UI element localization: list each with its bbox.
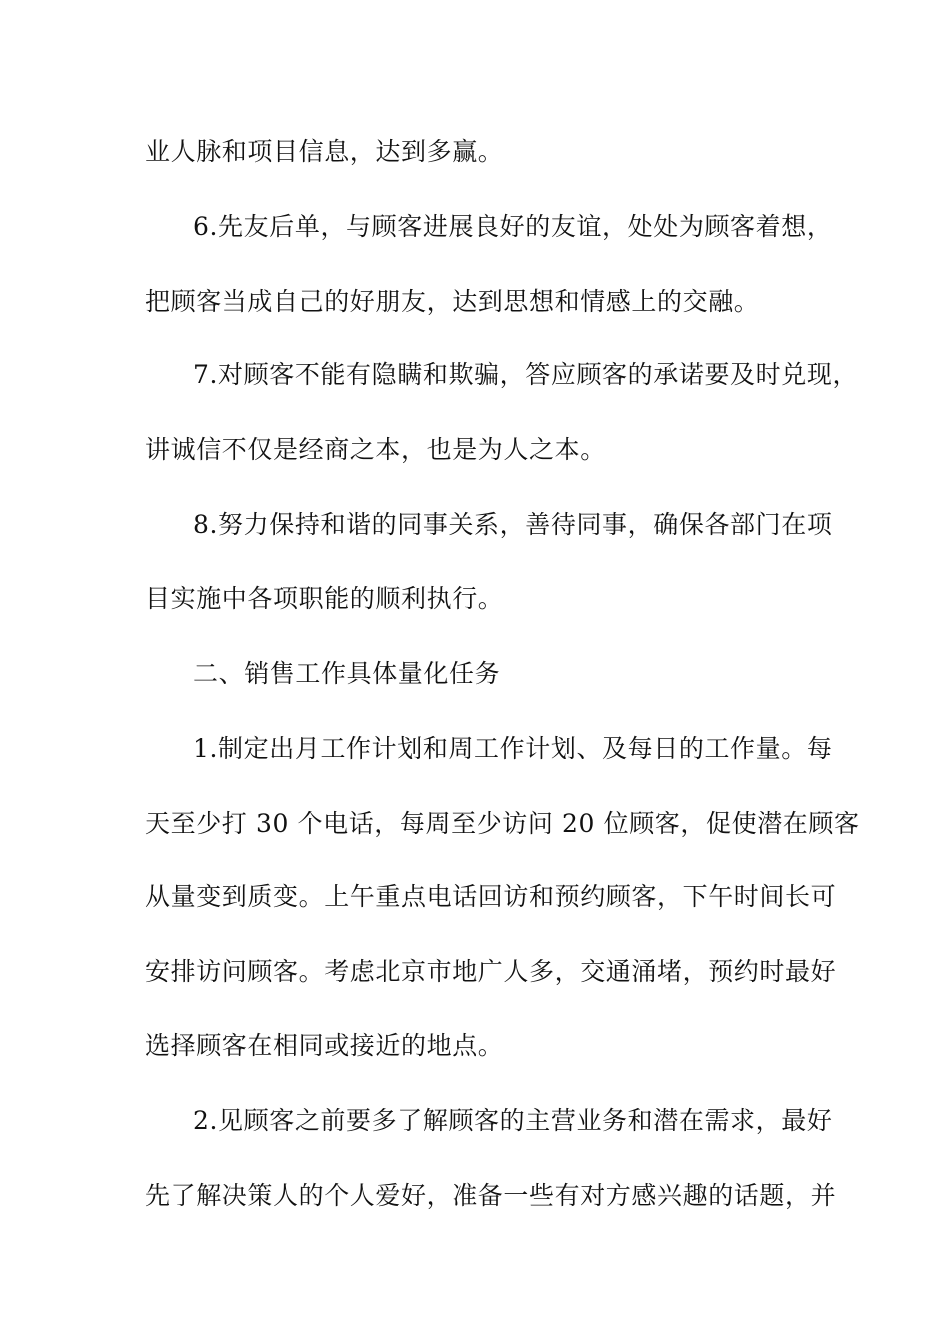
paragraph-line: 把顾客当成自己的好朋友，达到思想和情感上的交融。 — [145, 287, 760, 316]
paragraph-line: 目实施中各项职能的顺利执行。 — [145, 584, 504, 613]
paragraph-line: 2.见顾客之前要多了解顾客的主营业务和潜在需求，最好 — [193, 1106, 833, 1135]
paragraph-line: 8.努力保持和谐的同事关系，善待同事，确保各部门在项 — [193, 510, 833, 539]
section-heading: 二、销售工作具体量化任务 — [193, 659, 501, 688]
paragraph-line: 从量变到质变。上午重点电话回访和预约顾客，下午时间长可 — [145, 882, 837, 911]
paragraph-line: 7.对顾客不能有隐瞒和欺骗，答应顾客的承诺要及时兑现， — [193, 360, 859, 389]
paragraph-line: 讲诚信不仅是经商之本，也是为人之本。 — [145, 435, 606, 464]
paragraph-line: 选择顾客在相同或接近的地点。 — [145, 1031, 504, 1060]
paragraph-line: 安排访问顾客。考虑北京市地广人多，交通涌堵，预约时最好 — [145, 957, 837, 986]
paragraph-line: 天至少打 30 个电话，每周至少访问 20 位顾客，促使潜在顾客 — [145, 809, 860, 838]
paragraph-line: 1.制定出月工作计划和周工作计划、及每日的工作量。每 — [193, 734, 833, 763]
paragraph-line: 6.先友后单，与顾客进展良好的友谊，处处为顾客着想， — [193, 212, 833, 241]
paragraph-line: 业人脉和项目信息，达到多赢。 — [145, 137, 504, 166]
paragraph-line: 先了解决策人的个人爱好，准备一些有对方感兴趣的话题，并 — [145, 1181, 837, 1210]
